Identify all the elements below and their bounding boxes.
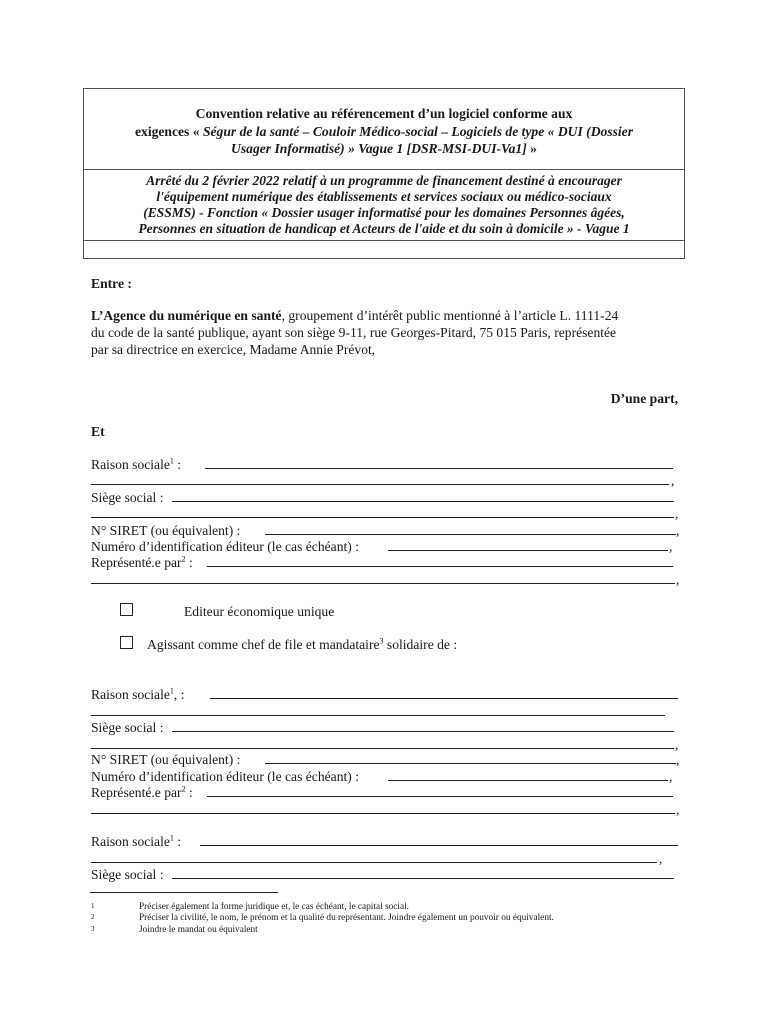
f2-comma-2: , bbox=[676, 752, 680, 767]
f1-represente-input[interactable] bbox=[207, 566, 673, 567]
agissant-label bbox=[147, 636, 457, 653]
arrete-line-3: (ESSMS) - Fonction « Dossier usager informatisé pour les domaines Personnes âgées, bbox=[143, 205, 625, 220]
f2-siret-input[interactable] bbox=[265, 763, 676, 764]
f1-represente-sup: 2 bbox=[181, 554, 186, 564]
f2-siret-label: N° SIRET (ou équivalent) : bbox=[91, 752, 241, 767]
f2-comma-1: , bbox=[675, 737, 679, 752]
f1-raison-text: Raison sociale bbox=[91, 457, 170, 472]
f3-siege-label: Siège social : bbox=[91, 867, 164, 882]
f1-represente-label: Représenté.e par$^2$ : bbox=[91, 554, 193, 570]
agissant-sup: 3 bbox=[379, 636, 384, 646]
title-italic-2: Usager Informatisé) » Vague 1 [DSR-MSI-DUI-Va1] bbox=[231, 141, 527, 156]
footnote-1-num: 1 bbox=[91, 902, 95, 910]
f2-represente-text: Représenté.e par bbox=[91, 785, 182, 800]
f3-raison-input[interactable] bbox=[200, 845, 678, 846]
f3-comma-1: , bbox=[659, 851, 663, 866]
f1-comma-1: , bbox=[671, 473, 675, 488]
agency-line-1-rest: , groupement d’intérêt public mentionné à l’article L. 1111-24 bbox=[281, 308, 619, 323]
entre-label: Entre : bbox=[91, 276, 132, 291]
footnote-2-num: 2 bbox=[91, 913, 95, 921]
title-line-3 bbox=[84, 140, 684, 158]
title-box bbox=[83, 88, 685, 170]
agency-line-3: par sa directrice en exercice, Madame Annie Prévot, bbox=[91, 342, 376, 357]
f1-comma-3: , bbox=[676, 523, 680, 538]
footnote-separator bbox=[90, 892, 278, 893]
f1-siege-input[interactable] bbox=[172, 501, 674, 502]
editeur-unique-label: Editeur économique unique bbox=[184, 604, 335, 619]
f2-comma-4: , bbox=[676, 802, 680, 817]
f1-represente-text: Représenté.e par bbox=[91, 555, 182, 570]
f2-comma-3: , bbox=[669, 769, 673, 784]
f1-editeur-label: Numéro d’identification éditeur (le cas échéant) : bbox=[91, 539, 359, 554]
arrete-line-4: Personnes en situation de handicap et Acteurs de l'aide et du soin à domicile » - Vague 1 bbox=[138, 221, 630, 236]
f1-raison-sup: 1 bbox=[169, 456, 174, 466]
f2-editeur-input[interactable] bbox=[388, 780, 668, 781]
agissant-suffix: solidaire de : bbox=[383, 637, 458, 652]
title-line-2 bbox=[84, 123, 684, 141]
f1-comma-2: , bbox=[675, 506, 679, 521]
f3-raison-text: Raison sociale bbox=[91, 834, 170, 849]
f2-raison-text: Raison sociale bbox=[91, 687, 170, 702]
f2-raison-label bbox=[91, 686, 184, 703]
f1-comma-5: , bbox=[676, 572, 680, 587]
agency-line-2: du code de la santé publique, ayant son siège 9-11, rue Georges-Pitard, 75 015 Paris, représentée bbox=[91, 325, 617, 340]
f1-represente-input-2[interactable] bbox=[91, 583, 675, 584]
editeur-unique-checkbox[interactable] bbox=[120, 603, 133, 616]
f1-siret-label: N° SIRET (ou équivalent) : bbox=[91, 523, 241, 538]
f2-represente-sup: 2 bbox=[181, 784, 186, 794]
f1-editeur-input[interactable] bbox=[388, 550, 668, 551]
f1-raison-label: Raison sociale$^1$ : bbox=[91, 456, 182, 472]
footnote-3-text: Joindre le mandat ou équivalent bbox=[139, 925, 258, 935]
f1-siege-label: Siège social : bbox=[91, 490, 164, 505]
f3-raison-label: Raison sociale$^1$ : bbox=[91, 833, 182, 849]
title-suffix: » bbox=[526, 141, 537, 156]
f3-raison-input-2[interactable] bbox=[91, 862, 657, 863]
agissant-checkbox[interactable] bbox=[120, 636, 133, 649]
title-prefix: exigences « bbox=[134, 124, 203, 139]
f1-raison-input-2[interactable] bbox=[91, 484, 669, 485]
f2-siege-label: Siège social : bbox=[91, 720, 164, 735]
f2-siege-input-2[interactable] bbox=[91, 748, 674, 749]
agency-name: L’Agence du numérique en santé bbox=[91, 308, 282, 323]
arrete-separator bbox=[84, 240, 684, 241]
f3-raison-sup: 1 bbox=[169, 833, 174, 843]
f1-comma-4: , bbox=[669, 539, 673, 554]
footnote-3-num: 3 bbox=[91, 925, 95, 933]
dune-part: D’une part, bbox=[610, 391, 678, 406]
title-italic-1: Ségur de la santé – Couloir Médico-social – Logiciels de type « DUI (Dossier bbox=[202, 124, 633, 139]
arrete-box bbox=[83, 170, 685, 259]
et-label: Et bbox=[91, 424, 105, 439]
footnote-2-text: Préciser la civilité, le nom, le prénom et la qualité du représentant. Joindre également un pouvoir ou équivalent. bbox=[139, 913, 554, 923]
f2-raison-sup: 1 bbox=[169, 686, 174, 696]
f2-represente-input[interactable] bbox=[207, 796, 673, 797]
f2-siege-input[interactable] bbox=[172, 731, 674, 732]
f1-siret-input[interactable] bbox=[265, 534, 676, 535]
f1-siege-input-2[interactable] bbox=[91, 517, 674, 518]
f2-editeur-label: Numéro d’identification éditeur (le cas échéant) : bbox=[91, 769, 359, 784]
f2-raison-input[interactable] bbox=[210, 698, 678, 699]
arrete-line-1: Arrêté du 2 février 2022 relatif à un programme de financement destiné à encourager bbox=[146, 173, 622, 188]
f2-represente-input-2[interactable] bbox=[91, 813, 675, 814]
agency-line-1 bbox=[91, 307, 618, 324]
f2-raison-suffix: , : bbox=[173, 687, 185, 702]
footnote-1-text: Préciser également la forme juridique et, le cas échéant, le capital social. bbox=[139, 902, 410, 912]
title-line-1: Convention relative au référencement d’un logiciel conforme aux bbox=[195, 106, 573, 121]
agissant-text: Agissant comme chef de file et mandataire bbox=[147, 637, 380, 652]
f2-raison-input-2[interactable] bbox=[91, 715, 665, 716]
f2-represente-label: Représenté.e par$^2$ : bbox=[91, 784, 193, 800]
arrete-line-2: l'équipement numérique des établissements et services sociaux ou médico-sociaux bbox=[156, 189, 612, 204]
f1-raison-input[interactable] bbox=[205, 468, 673, 469]
f3-siege-input[interactable] bbox=[172, 878, 674, 879]
